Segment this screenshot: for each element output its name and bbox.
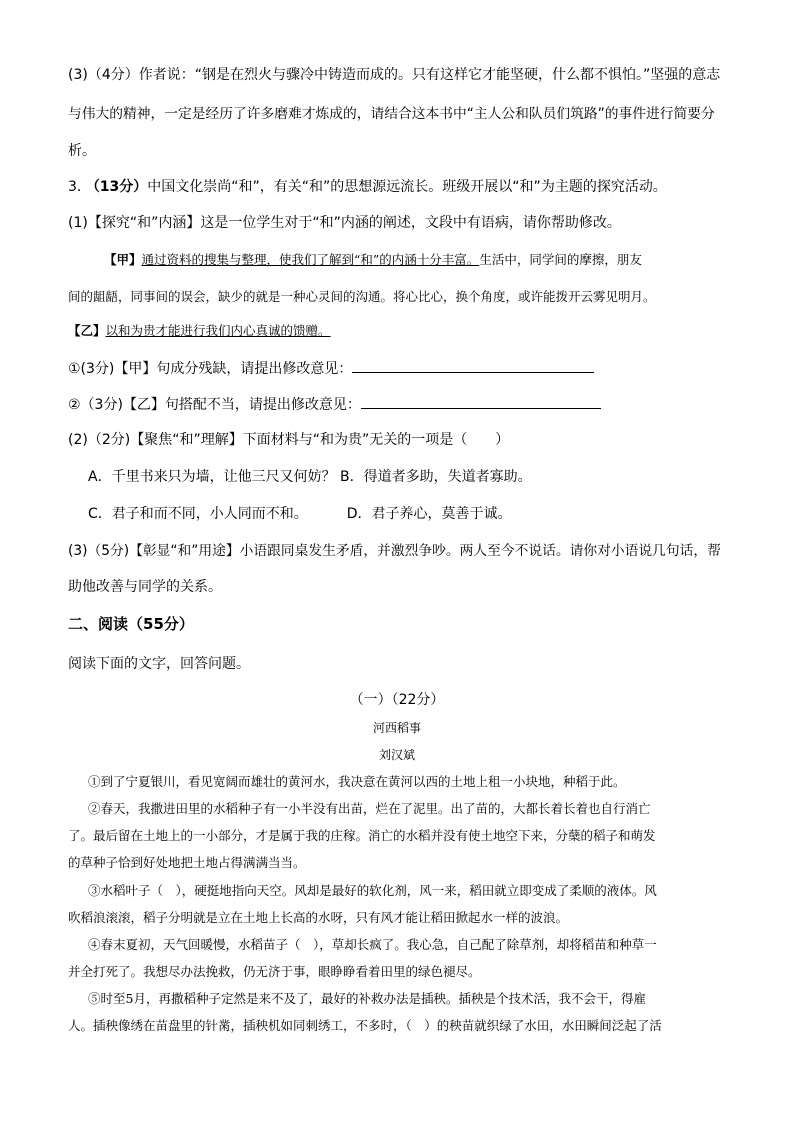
- passage-author: 刘汉斌: [378, 748, 415, 762]
- jia-sentence: 通过资料的搜集与整理，使我们了解到“和”的内涵十分丰富。: [141, 252, 480, 267]
- jia-rest: 生活中，同学间的摩擦，朋友: [479, 252, 642, 267]
- sub-question-1-text: ①(3分)【甲】句成分残缺，请提出修改意见：: [68, 361, 353, 377]
- part3-line2: 助他改善与同学的关系。: [68, 579, 222, 595]
- paragraph-2-line3: 的草种子恰到好处地把土地占得满满当当。: [68, 855, 306, 870]
- paragraph-3-line1: ③水稻叶子（ ），硬挺地指向天空。风却是最好的软化剂，风一来，稻田就立即变成了柔顺的液体。风: [88, 883, 657, 898]
- part-label: （一）（22分）: [349, 692, 445, 708]
- part3-line1: (3)（5分)【彰显“和”用途】小语跟同桌发生矛盾，并激烈争吵。两人至今不说话。请你对小语说几句话，帮: [68, 543, 721, 559]
- sub-question-2-text: ②（3分)【乙】句搭配不当，请提出修改意见：: [68, 397, 361, 413]
- option-c[interactable]: C．君子和而不同，小人同而不和。: [88, 506, 308, 522]
- passage-yi-line: [68, 321, 331, 341]
- reading-instruction: 阅读下面的文字，回答问题。: [68, 656, 250, 672]
- passage-title: 河西稻事: [372, 721, 421, 735]
- jia-tag: 【甲】: [104, 252, 142, 267]
- question-intro-text: 中国文化崇尚“和”，有关“和”的思想源远流长。班级开展以“和”为主题的探究活动。: [147, 179, 667, 195]
- paragraph-1: ①到了宁夏银川，看见宽阔而雄壮的黄河水，我决意在黄河以西的土地上租一小块地，种稻于此。: [88, 774, 626, 789]
- passage-jia-line1: [104, 250, 642, 270]
- yi-sentence: 以和为贵才能进行我们内心真诚的馈赠。: [105, 323, 331, 338]
- section-heading: 二、阅读（55分）: [68, 615, 194, 633]
- q-part3-line2: 与伟大的精神，一定是经历了许多磨难才炼成的，请结合这本书中“主人公和队员们筑路”的事件进行简要分: [68, 106, 715, 122]
- options-row-2: [88, 504, 511, 524]
- paragraph-5-line2: 人。插秧像绣在苗盘里的针黹，插秧机如同刺绣工，不多时，（ ）的秧苗就织绿了水田，水田瞬间泛起了活: [68, 1018, 662, 1033]
- paragraph-2-line1: ②春天，我撒进田里的水稻种子有一小半没有出苗，烂在了泥里。出了苗的，大都长着长着也自行消亡: [88, 801, 651, 816]
- paragraph-4-line1: ④春末夏初，天气回暖慢，水稻苗子（ ），草却长疯了。我心急，自己配了除草剂，却将稻苗和种草一: [88, 937, 657, 952]
- options-row-1: [88, 467, 532, 487]
- question-score: （13分）: [85, 179, 148, 195]
- yi-tag: 【乙】: [68, 323, 106, 338]
- part2-title: (2)（2分)【聚焦“和”理解】下面材料与“和为贵”无关的一项是（ ）: [68, 432, 510, 448]
- part1-title: (1)【探究“和”内涵】这是一位学生对于“和”内涵的阐述，文段中有语病，请你帮助修改。: [68, 215, 621, 231]
- paragraph-5-line1: ⑤时至5月，再撒稻种子定然是来不及了，最好的补救办法是插秧。插秧是个技术活，我不会干，得雇: [88, 991, 646, 1006]
- paragraph-2-line2: 了。最后留在土地上的一小部分，才是属于我的庄稼。消亡的水稻并没有使土地空下来，分蘖的稻子和萌发: [68, 828, 656, 843]
- question-number: 3.: [68, 179, 82, 195]
- answer-blank-1[interactable]: [352, 358, 594, 373]
- answer-blank-2[interactable]: [361, 394, 601, 409]
- paragraph-3-line2: 吹稻浪滚滚，稻子分明就是立在土地上长高的水呀，只有风才能让稻田掀起水一样的波浪。: [68, 910, 569, 925]
- option-a[interactable]: A．千里书来只为墙，让他三尺又何妨？: [88, 469, 336, 485]
- sub-question-2: [68, 394, 601, 415]
- q-part3-line1: (3)（4分）作者说：“钢是在烈火与骤冷中铸造而成的。只有这样它才能坚硬，什么都不惧怕。”坚强的意志: [68, 67, 721, 83]
- q-part3-line3: 析。: [68, 143, 96, 159]
- question-3-intro: [68, 177, 667, 197]
- option-d[interactable]: D．君子养心，莫善于诚。: [346, 506, 512, 522]
- option-b[interactable]: B．得道者多助，失道者寡助。: [340, 469, 532, 485]
- paragraph-4-line2: 并全打死了。我想尽办法挽救，仍无济于事，眼睁睁看着田里的绿色褪尽。: [68, 964, 481, 979]
- passage-jia-line2: 间的龃龉，同事间的误会，缺少的就是一种心灵间的沟通。将心比心，换个角度，或许能拨开云雾见明月。: [68, 289, 656, 304]
- sub-question-1: [68, 358, 594, 379]
